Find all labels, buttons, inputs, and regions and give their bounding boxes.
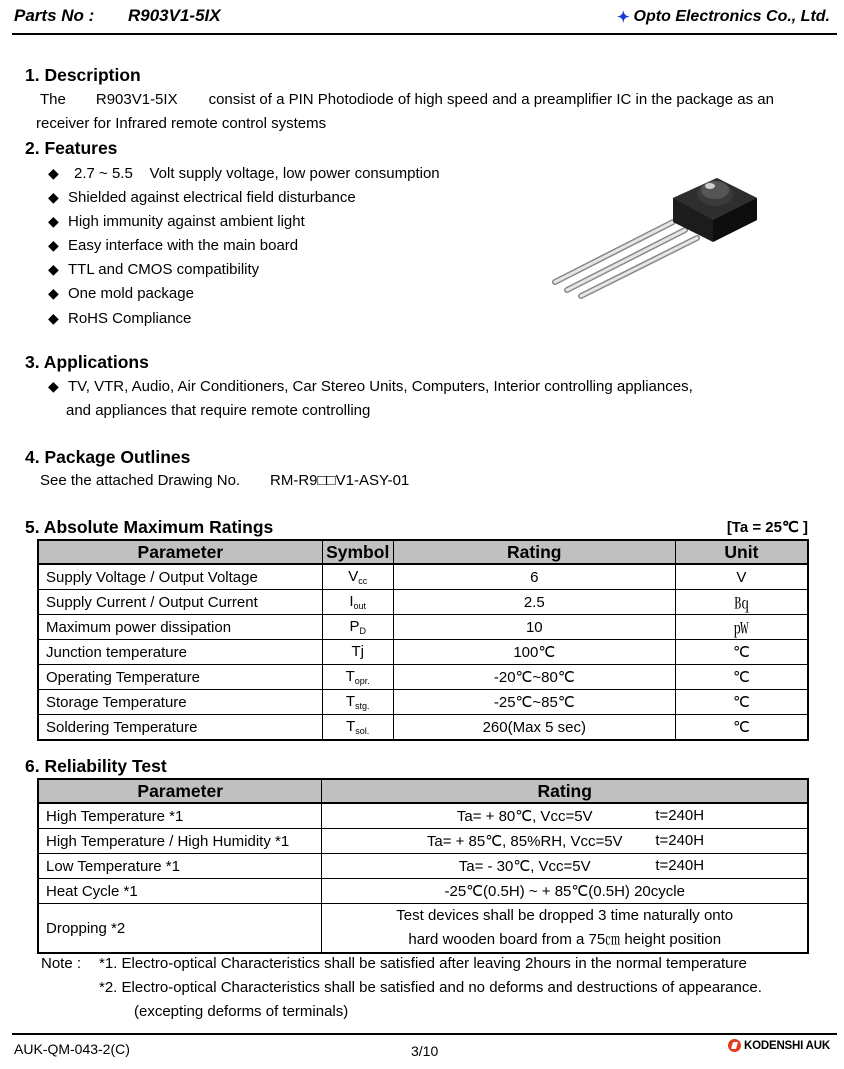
rating-cell: 260(Max 5 sec) [393, 715, 675, 741]
table-row [38, 829, 808, 854]
page-number: 3/10 [411, 1043, 439, 1059]
rating-cell: Ta= + 85℃, 85%RH, Vcc=5V t=240H [322, 829, 808, 854]
ratings-table [37, 539, 809, 741]
diamond-bullet-icon: ◆ [48, 378, 59, 394]
col-header: Rating [322, 779, 808, 803]
description-rest: consist of a PIN Photodiode of high speed and a preamplifier IC in the package as an [208, 91, 774, 108]
symbol-cell: $T_{sol.}$ [322, 715, 393, 741]
note-label: Note : [41, 955, 82, 972]
diamond-bullet-icon: ◆ [48, 165, 59, 181]
parameter-cell: Maximum power dissipation [38, 615, 322, 640]
ratings-title: 5. Absolute Maximum Ratings [25, 517, 274, 537]
symbol-cell: $T_{stg.}$ [322, 690, 393, 715]
col-header: Parameter [38, 779, 322, 803]
company-name [617, 8, 830, 26]
col-header: Unit [675, 540, 808, 564]
description-the: The [40, 91, 66, 108]
application-line-2: and appliances that require remote controlling [66, 402, 371, 419]
description-line-1 [40, 91, 774, 108]
unit-cell: ㏃ [675, 590, 808, 615]
feature-item: ◆ Easy interface with the main board [48, 237, 299, 254]
symbol-cell: $V_{cc}$ [322, 564, 393, 590]
applications-title: 3. Applications [25, 352, 149, 372]
table-row [38, 690, 808, 715]
parameter-cell: Low Temperature *1 [38, 854, 322, 879]
table-row [38, 904, 808, 954]
unit-cell: ℃ [675, 640, 808, 665]
symbol-cell: $T_{opr.}$ [322, 665, 393, 690]
table-row [38, 590, 808, 615]
symbol-cell: $P_D$ [322, 615, 393, 640]
symbol-cell: $I_{out}$ [322, 590, 393, 615]
ratings-condition: [Ta = 25℃ ] [726, 519, 808, 536]
star-icon: ✦ [616, 9, 630, 26]
rating-cell: 2.5 [393, 590, 675, 615]
note-2: *2. Electro-optical Characteristics shall be satisfied and no deforms and destructions of appearance. [99, 979, 762, 996]
table-row [38, 564, 808, 590]
unit-cell: ℃ [675, 690, 808, 715]
description-line-2: receiver for Infrared remote control systems [36, 115, 327, 132]
unit-cell: ℃ [675, 715, 808, 741]
diamond-bullet-icon: ◆ [48, 189, 59, 205]
product-photo [545, 170, 765, 300]
col-header: Rating [393, 540, 675, 564]
feature-item: ◆ High immunity against ambient light [48, 213, 305, 230]
logo-mark-icon [728, 1039, 741, 1052]
parts-label: Parts No : [14, 6, 95, 25]
application-line-1: ◆ TV, VTR, Audio, Air Conditioners, Car Stereo Units, Computers, Interior controlling appliances, [48, 378, 693, 395]
parameter-cell: Soldering Temperature [38, 715, 322, 741]
logo-text: KODENSHI AUK [744, 1039, 830, 1052]
unit-cell: V [675, 564, 808, 590]
features-title: 2. Features [25, 138, 118, 158]
parameter-cell: Dropping *2 [38, 904, 322, 954]
rating-cell: 10 [393, 615, 675, 640]
rating-cell: Ta= + 80℃, Vcc=5V t=240H [322, 803, 808, 829]
parameter-cell: Operating Temperature [38, 665, 322, 690]
rating-cell: Test devices shall be dropped 3 time naturally onto hard wooden board from a 75㎝ height position [322, 904, 808, 954]
table-row [38, 640, 808, 665]
header-divider [12, 33, 837, 35]
description-part: R903V1-5IX [95, 91, 178, 108]
diamond-bullet-icon: ◆ [48, 237, 59, 253]
unit-cell: ㎺ [675, 615, 808, 640]
note-1: *1. Electro-optical Characteristics shall be satisfied after leaving 2hours in the normal temperature [99, 955, 747, 972]
parameter-cell: Supply Voltage / Output Voltage [38, 564, 322, 590]
col-header: Parameter [38, 540, 322, 564]
rating-cell: -25℃~85℃ [393, 690, 675, 715]
feature-item: ◆ TTL and CMOS compatibility [48, 261, 260, 278]
diamond-bullet-icon: ◆ [48, 310, 59, 326]
note-3: (excepting deforms of terminals) [134, 1003, 349, 1020]
rating-cell: Ta= - 30℃, Vcc=5V t=240H [322, 854, 808, 879]
table-row [38, 665, 808, 690]
parameter-cell: High Temperature *1 [38, 803, 322, 829]
doc-code: AUK-QM-043-2(C) [14, 1041, 130, 1057]
rating-cell: 6 [393, 564, 675, 590]
rating-cell: 100℃ [393, 640, 675, 665]
unit-cell: ℃ [675, 665, 808, 690]
description-title: 1. Description [25, 65, 141, 85]
feature-item: ◆ 2.7 ~ 5.5 Volt supply voltage, low power consumption [48, 165, 440, 182]
table-header-row [38, 779, 808, 803]
drawing-number: RM-R9□□V1-ASY-01 [270, 472, 410, 489]
rating-cell: -20℃~80℃ [393, 665, 675, 690]
table-row [38, 715, 808, 741]
feature-item: ◆ One mold package [48, 285, 194, 302]
reliability-title: 6. Reliability Test [25, 756, 167, 776]
parameter-cell: Heat Cycle *1 [38, 879, 322, 904]
feature-item: ◆ Shielded against electrical field disturbance [48, 189, 356, 206]
rating-cell: -25℃(0.5H) ~ + 85℃(0.5H) 20cycle [322, 879, 808, 904]
reliability-table [37, 778, 809, 954]
table-header-row [38, 540, 808, 564]
table-row [38, 615, 808, 640]
table-row [38, 803, 808, 829]
symbol-cell: Tj [322, 640, 393, 665]
diamond-bullet-icon: ◆ [48, 261, 59, 277]
col-header: Symbol [322, 540, 393, 564]
parameter-cell: Storage Temperature [38, 690, 322, 715]
diamond-bullet-icon: ◆ [48, 213, 59, 229]
package-title: 4. Package Outlines [25, 447, 191, 467]
feature-item: ◆ RoHS Compliance [48, 310, 192, 327]
parameter-cell: High Temperature / High Humidity *1 [38, 829, 322, 854]
parameter-cell: Junction temperature [38, 640, 322, 665]
part-number: R903V1-5IX [128, 6, 221, 25]
footer-divider [12, 1033, 837, 1035]
table-row [38, 879, 808, 904]
kodenshi-logo [728, 1039, 830, 1052]
package-text: See the attached Drawing No. [40, 472, 241, 489]
table-row [38, 854, 808, 879]
company-label: Opto Electronics Co., Ltd. [633, 8, 830, 25]
parameter-cell: Supply Current / Output Current [38, 590, 322, 615]
diamond-bullet-icon: ◆ [48, 285, 59, 301]
